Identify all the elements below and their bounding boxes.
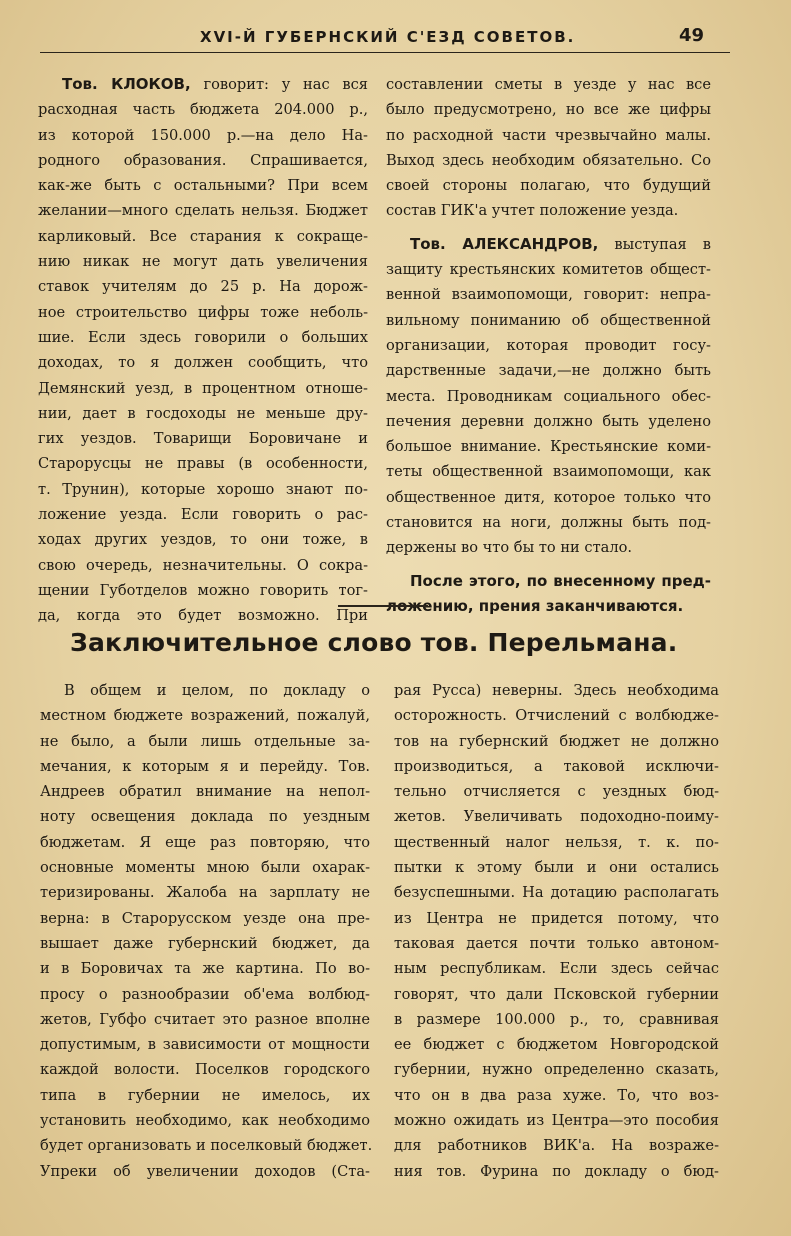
- text-line: желании—много сделать нельзя. Бюджет: [38, 202, 368, 220]
- text-line: для работников ВИК'а. На возраже-: [394, 1137, 719, 1155]
- paragraph-klokov-first-line: [38, 72, 368, 97]
- text-line: бюджетам. Я еще раз повторяю, что: [40, 833, 370, 851]
- text-line: установить необходимо, как необходимо: [40, 1112, 370, 1130]
- text-line: становится на ноги, должны быть под-: [386, 514, 711, 532]
- text-line: мечания, к которым я и перейду. Тов.: [40, 757, 370, 775]
- text-line: как-же быть с остальными? При всем: [38, 177, 368, 195]
- text-line: не было, а были лишь отдельные за-: [40, 732, 370, 750]
- text-line: рая Русса) неверны. Здесь необходима: [394, 682, 719, 699]
- text-line: карликовый. Все старания к сокраще-: [38, 227, 368, 245]
- text-line: организации, которая проводит госу-: [386, 336, 711, 354]
- text-line: по расходной части чрезвычайно малы.: [386, 126, 711, 144]
- text-line: гих уездов. Товарищи Боровичане и: [38, 430, 368, 448]
- text-line: из Центра не придется потому, что: [394, 909, 719, 927]
- text-line: местном бюджете возражений, пожалуй,: [40, 707, 370, 725]
- text-line: своей стороны полагаю, что будущий: [386, 177, 711, 195]
- text-line: состав ГИК'а учтет положение уезда.: [386, 202, 679, 220]
- text-line: жетов. Увеличивать подоходно-поиму-: [394, 808, 719, 826]
- column-bottom-left: [40, 678, 373, 1184]
- text-line: и в Боровичах та же картина. По во-: [40, 960, 370, 978]
- speaker-aleksandrov: Тов. АЛЕКСАНДРОВ,: [410, 234, 599, 253]
- text-line: ным республикам. Если здесь сейчас: [394, 960, 719, 978]
- text-line: ноту освещения доклада по уездным: [40, 808, 370, 826]
- paragraph-aleksandrov-first-line: [386, 232, 711, 257]
- text-line: ее бюджет с бюджетом Новгородской: [394, 1036, 719, 1054]
- text-line: ставок учителям до 25 р. На дорож-: [38, 278, 368, 296]
- text-line: каждой волости. Поселков городского: [40, 1061, 370, 1079]
- text-line: вильному пониманию об общественной: [386, 311, 711, 329]
- text-line: составлении сметы в уезде у нас все: [386, 76, 711, 93]
- text-line: да, когда это будет возможно. При: [38, 607, 368, 625]
- text-line: говорят, что дали Псковской губернии: [394, 985, 719, 1003]
- text-line: печения деревни должно быть уделено: [386, 412, 711, 430]
- text-line: было предусмотрено, но все же цифры: [386, 101, 711, 119]
- text-line: венной взаимопомощи, говорит: непра-: [386, 286, 711, 304]
- text-line: в размере 100.000 р., то, сравнивая: [394, 1010, 719, 1028]
- text-line: свою очередь, незначительны. О сокра-: [38, 556, 368, 574]
- column-top-right: [386, 72, 711, 619]
- text-line: губернии, нужно определенно сказать,: [394, 1061, 719, 1079]
- text-line: Упреки об увеличении доходов (Ста-: [40, 1162, 370, 1180]
- text-line: ное строительство цифры тоже неболь-: [38, 303, 368, 321]
- text-line: основные моменты мною были охарак-: [40, 859, 370, 877]
- text-line: дарственные задачи,—не должно быть: [386, 362, 711, 380]
- text-line: щественный налог нельзя, т. к. по-: [394, 833, 719, 851]
- text-line: шие. Если здесь говорили о больших: [38, 328, 368, 346]
- column-bottom-right: [394, 678, 719, 1184]
- text-line: места. Проводникам социального обес-: [386, 387, 711, 405]
- text-line: теты общественной взаимопомощи, как: [386, 463, 711, 481]
- text-line: просу о разнообразии об'ема волбюд-: [40, 985, 370, 1003]
- text-line: из которой 150.000 р.—на дело На-: [38, 126, 368, 144]
- section-divider: [338, 605, 428, 607]
- text-line: держены во что бы то ни стало.: [386, 539, 633, 557]
- text-line: ложение уезда. Если говорить о рас-: [38, 506, 368, 524]
- text-line: ходах других уездов, то они тоже, в: [38, 531, 368, 549]
- text-line: щении Губотделов можно говорить тог-: [38, 581, 368, 599]
- text-line: большое внимание. Крестьянские коми-: [386, 438, 711, 456]
- text-line: тельно отчисляется с уездных бюд-: [394, 783, 719, 801]
- text-line: производиться, а таковой исключи-: [394, 757, 719, 775]
- text-line: Выход здесь необходим обязательно. Со: [386, 151, 711, 169]
- text-line: выступая в: [614, 235, 711, 253]
- text-line: родного образования. Спрашивается,: [38, 151, 368, 169]
- text-line: можно ожидать из Центра—это пособия: [394, 1112, 719, 1130]
- text-line: верна: в Старорусском уезде она пре-: [40, 909, 370, 927]
- text-line: тов на губернский бюджет не должно: [394, 732, 719, 750]
- text-line: нию никак не могут дать увеличения: [38, 253, 368, 271]
- text-line: нии, дает в госдоходы не меньше дру-: [38, 404, 368, 422]
- text-line: вышает даже губернский бюджет, да: [40, 934, 370, 952]
- text-line: В общем и целом, по докладу о: [64, 682, 370, 699]
- text-line: пытки к этому были и они остались: [394, 859, 719, 877]
- text-line: защиту крестьянских комитетов общест-: [386, 261, 711, 279]
- running-title: XVI-Й ГУБЕРНСКИЙ С'ЕЗД СОВЕТОВ.: [200, 28, 576, 46]
- text-line: что он в два раза хуже. То, что воз-: [394, 1086, 719, 1104]
- page-number: 49: [678, 25, 704, 46]
- text-line: расходная часть бюджета 204.000 р.,: [38, 101, 368, 119]
- text-line: т. Трунин), которые хорошо знают по-: [38, 480, 368, 498]
- column-top-left: [38, 72, 368, 629]
- closing-remark-line: После этого, по внесенному пред-: [410, 571, 711, 590]
- section-title: Заключительное слово тов. Перельмана.: [70, 628, 678, 657]
- text-line: Демянский уезд, в процентном отноше-: [38, 379, 368, 397]
- text-line: говорит: у нас вся: [203, 76, 368, 93]
- text-line: жетов, Губфо считает это разное вполне: [40, 1010, 370, 1028]
- text-line: безуспешными. На дотацию располагать: [394, 884, 719, 902]
- text-line: типа в губернии не имелось, их: [40, 1086, 370, 1104]
- text-line: будет организовать и поселковый бюджет.: [40, 1137, 373, 1155]
- text-line: ния тов. Фурина по докладу о бюд-: [394, 1162, 719, 1180]
- text-line: Старорусцы не правы (в особенности,: [38, 455, 368, 473]
- text-line: допустимым, в зависимости от мощности: [40, 1036, 370, 1054]
- text-line: доходах, то я должен сообщить, что: [38, 354, 368, 372]
- closing-remark-line: ложению, прения заканчиваются.: [386, 596, 684, 615]
- text-line: теризированы. Жалоба на зарплату не: [40, 884, 370, 902]
- text-line: таковая дается почти только автоном-: [394, 934, 719, 952]
- page-header: [40, 22, 730, 53]
- text-line: осторожность. Отчислений с волбюдже-: [394, 707, 719, 725]
- text-line: Андреев обратил внимание на непол-: [40, 783, 370, 801]
- text-line: общественное дитя, которое только что: [386, 488, 711, 506]
- speaker-klokov: Тов. КЛОКОВ,: [62, 75, 191, 93]
